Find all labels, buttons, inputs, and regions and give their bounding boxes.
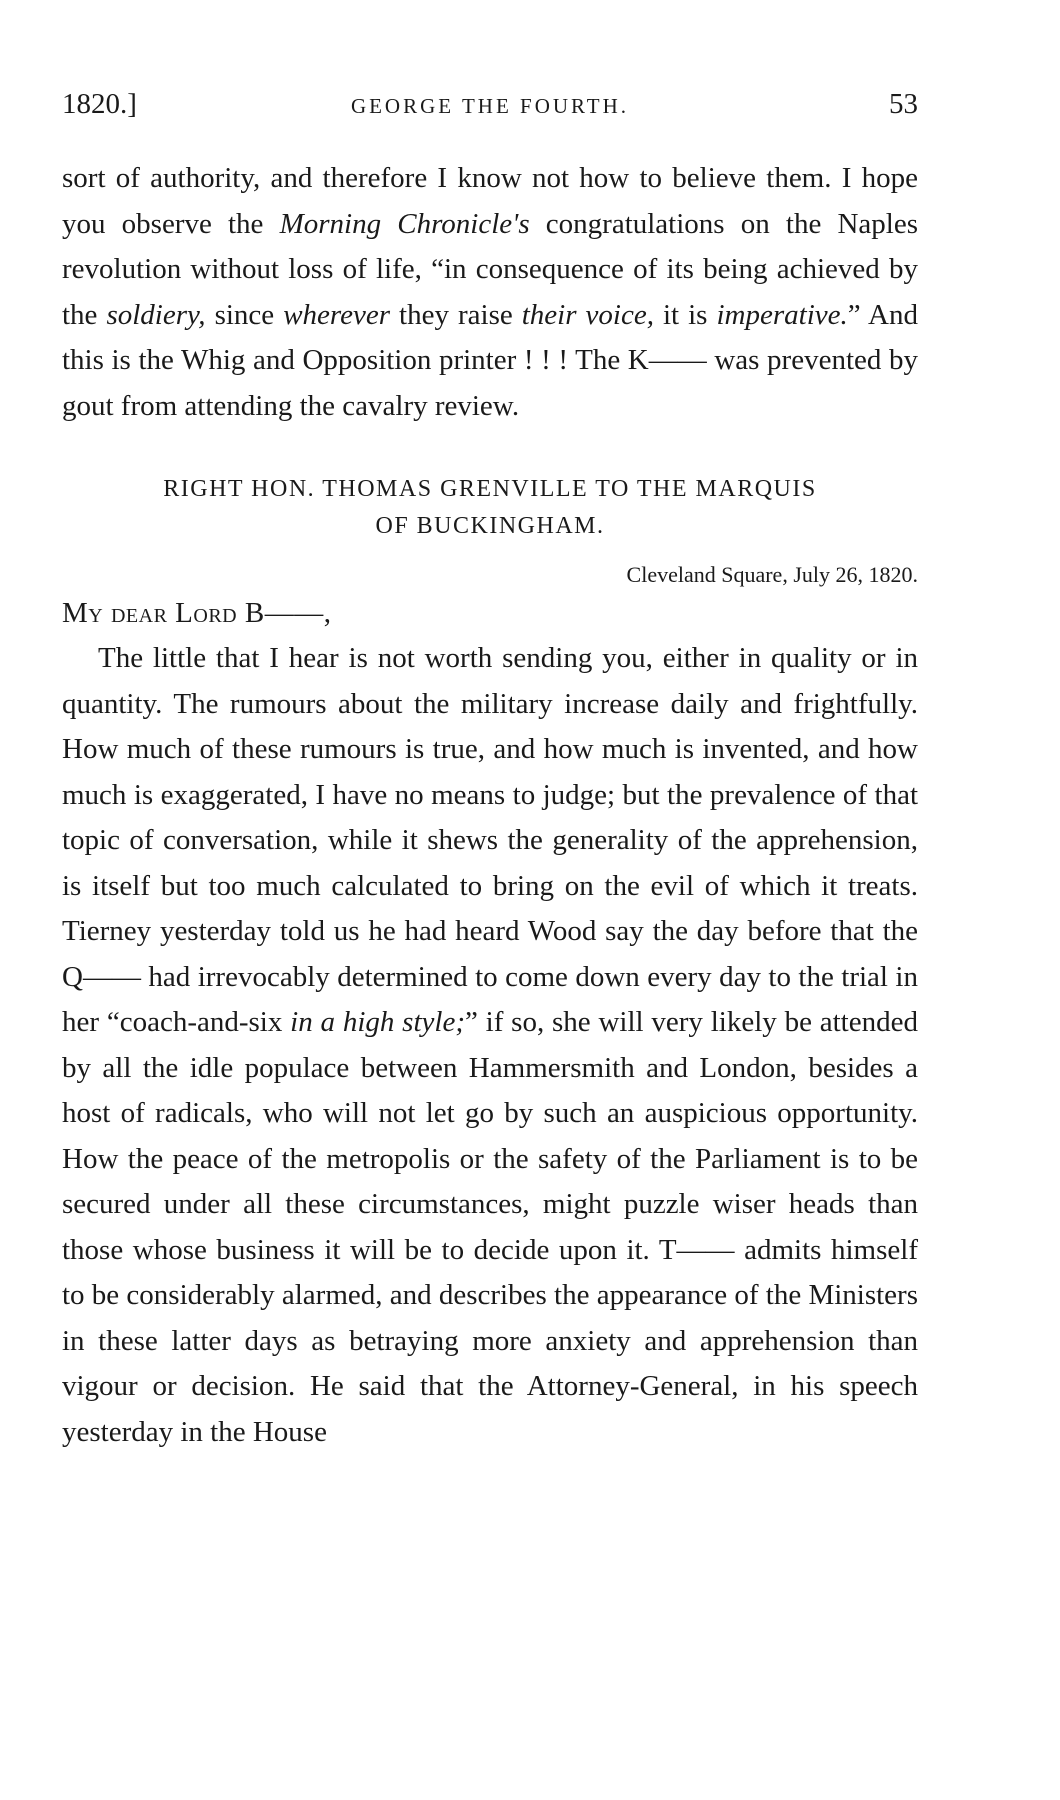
intro-paragraph: [62, 156, 918, 429]
intro-text-4: they raise: [390, 298, 522, 331]
book-page: [62, 88, 918, 1455]
intro-text-5: it is: [653, 298, 717, 331]
letter-dateline: Cleveland Square, July 26, 1820.: [626, 562, 918, 587]
running-head-title: GEORGE THE FOURTH.: [350, 94, 630, 118]
letter-body-italic-1: in a high style;: [290, 1006, 465, 1038]
intro-italic-2: soldiery,: [106, 298, 206, 331]
intro-italic-4: their voice,: [521, 298, 654, 331]
intro-text-3: since: [205, 298, 284, 331]
running-head-year: 1820.]: [62, 88, 137, 120]
page-number: 53: [889, 88, 918, 120]
letter-salutation: My dear Lord B——,: [62, 597, 332, 629]
intro-text-1: sort of authority, and therefore I know not how to believe them. I hope you observe the: [62, 162, 918, 240]
intro-text-2: congratulations on the Naples revolution without loss of life, “in consequence of its being achieved by the: [62, 207, 918, 331]
intro-italic-1: Morning Chronicle's: [279, 207, 530, 240]
intro-text-6: ” And this is the Whig and Opposition printer ! ! ! The K—— was prevented by gout from attending the cavalry review.: [62, 298, 918, 422]
letter-body-text-2: ” if so, she will very likely be attended by all the idle populace between Hammersmith and London, besides a host of radicals, who will not let go by such an auspicious opportunity. How the peace of the metropolis or the safety of the Parliament is to be secured under all these circumstances, might puzzle wiser heads than those whose business it will be to decide upon it. T—— admits himself to be considerably alarmed, and describes the appearance of the Ministers in these latter days as betraying more anxiety and apprehension than vigour or decision. He said that the Attorney-General, in his speech yesterday in the House: [62, 1006, 918, 1448]
letter-heading-line-2: OF BUCKINGHAM.: [375, 513, 605, 539]
letter-heading: [62, 471, 918, 545]
letter-body: [62, 636, 918, 1455]
letter-body-text-1: The little that I hear is not worth sending you, either in quality or in quantity. The rumours about the military increase daily and frightfully. How much of these rumours is true, and how much is invented, and how much is exaggerated, I have no means to judge; but the prevalence of that topic of conversation, while it shews the generality of the apprehension, is itself but too much calculated to bring on the evil of which it treats. Tierney yesterday told us he had heard Wood say the day before that the Q—— had irrevocably determined to come down every day to the trial in her “coach-and-six: [62, 642, 918, 1038]
intro-italic-3: wherever: [283, 298, 391, 331]
intro-italic-5: imperative.: [716, 298, 848, 331]
running-head: [62, 88, 918, 132]
letter-heading-line-1: RIGHT HON. THOMAS GRENVILLE TO THE MARQUIS: [163, 476, 817, 502]
